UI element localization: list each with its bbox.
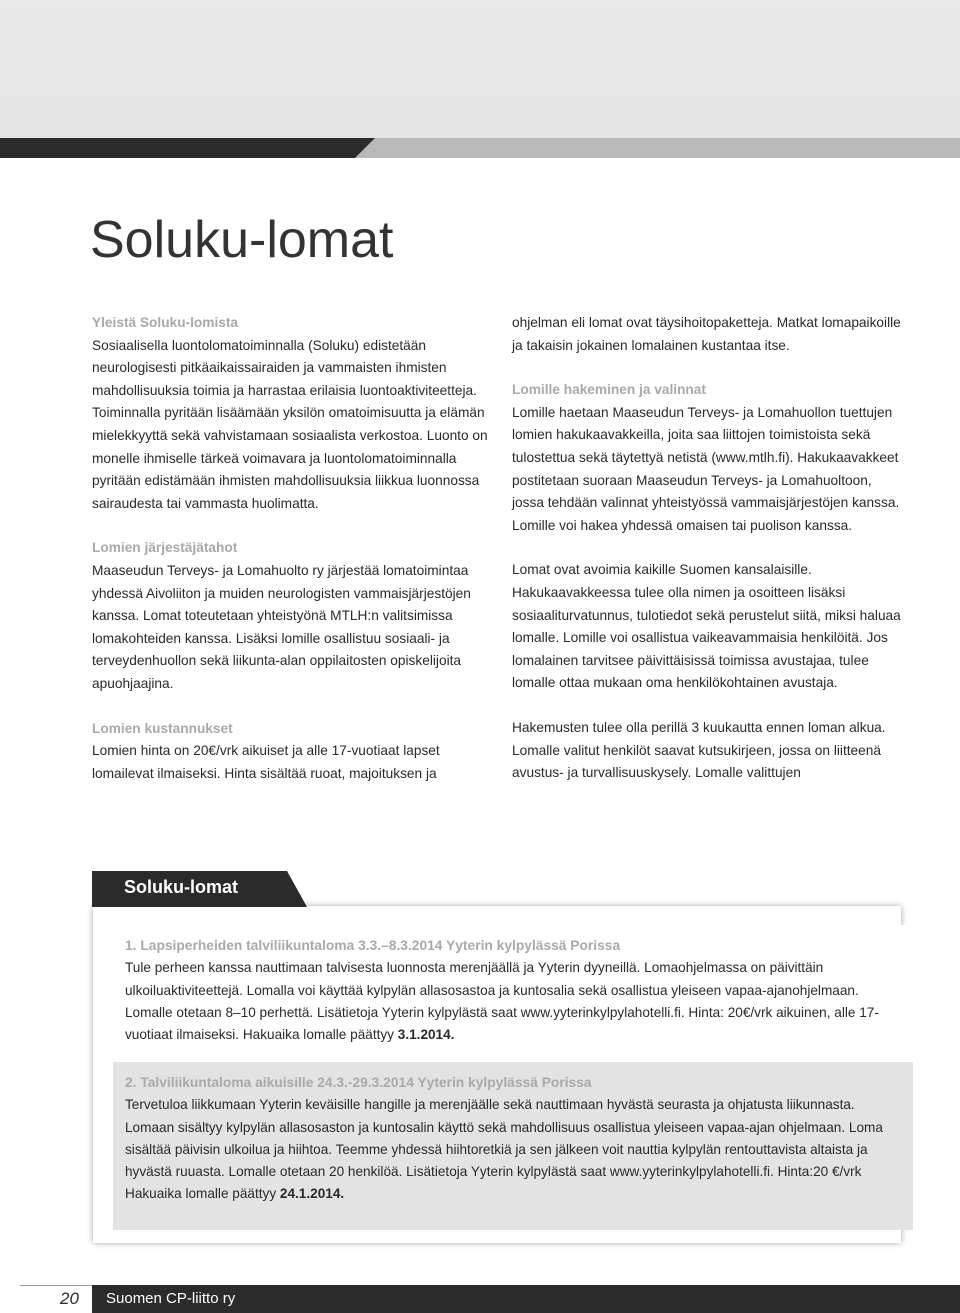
trip-title-1: 1. Lapsiperheiden talviliikuntaloma 3.3.–8.3.2014 Yyterin kylpylässä Porissa [125,938,621,953]
holiday-box-tab-notch [287,871,307,907]
section-text-deadline: Hakemusten tulee olla perillä 3 kuukautta ennen loman alkua. Lomalle valitut henkilöt saavat kutsukirjeen, jossa on liitteenä avustus- ja turvallisuuskysely. Lomalle valittujen [512,719,886,781]
trip-title-2: 2. Talviliikuntaloma aikuisille 24.3.-29.3.2014 Yyterin kylpylässä Porissa [125,1075,592,1090]
page-number: 20 [60,1289,79,1308]
header-band [0,0,960,138]
trip-text-2 [125,1094,901,1205]
trip-text-1 [125,957,901,1046]
left-column [92,312,492,807]
section-heading-general: Yleistä Soluku-lomista [92,315,239,330]
header-bar-notch [355,138,375,158]
trip-item-2 [113,1062,913,1230]
trip-body-2: Tervetuloa liikkumaan Yyterin keväisille hangille ja merenjäälle sekä nauttimaan hyvästä seurasta ja ohjatusta liikunnasta. Lomaan sisältyy kylpylän allasosaston ja kuntosalin käyttö sekä mahdollisuus osallistua yleiseen vapaa-ajan ohjelmaan. Loma sisältää päivisin ulkoilua ja hiihtoa. Teemme yhdessä hiihtoretkiä ja sen jälkeen voit nauttia kylpylän rentouttavista altaista ja hyvästä ruuasta. Lomalle otetaan 20 henkilöä. Lisätietoja Yyterin kylpylästä saat www.yyterinkylpylahotelli.fi. Hinta:20 €/vrk Hakuaika lomalle päättyy [125,1097,883,1202]
section-text-applying: Lomille haetaan Maaseudun Terveys- ja Lomahuollon tuettujen lomien hakukaavakkeilla, joita saa liittojen toimistoista sekä tulostettua sekä täytettyä netistä (www.mtlh.fi). Hakukaavakkeet postitetaan suoraan Maaseudun Terveys- ja Lomahuoltoon, jossa tehdään valinnat yhteistyössä vammaisjärjestöjen kanssa. Lomille voi hakea yhdessä omaisen tai puolison kanssa. [512,404,900,533]
section-text-eligibility: Lomat ovat avoimia kaikille Suomen kansalaisille. Hakukaavakkeessa tulee olla nimen ja osoitteen lisäksi sosiaaliturvatunnus, tulotiedot sekä perustelut siitä, miksi haluaa lomalle. Lomille voi osallistua vaikeavammaisia henkilöitä. Jos lomalainen tarvitsee päivittäisissä toimissa avustajaa, tulee lomalle ottaa mukaan oma henkilökohtainen avustaja. [512,562,901,691]
header-bar-light [375,138,960,158]
footer-org-name: Suomen CP-liitto ry [106,1290,236,1307]
trip-item-1 [113,925,913,1071]
section-heading-costs: Lomien kustannukset [92,720,233,736]
trip-body-1: Tule perheen kanssa nauttimaan talvisesta luonnosta merenjäällä ja Yyterin dyyneillä. Lomaohjelmassa on päivittäin ulkoiluaktiviteettejä. Lomalla voi käyttää kylpylän allasosastoa ja kuntosalia sekä osallistua yleiseen vapaa-ajanohjelmaan. Lomalle otetaan 8–10 perhettä. Lisätietoja Yyterin kylpylästä saat www.yyterinkylpylahotelli.fi. Hinta: 20€/vrk aikuinen, alle 17-vuotiaat ilmaiseksi. Hakuaika lomalle päättyy [125,960,879,1043]
holiday-box-tab-label: Soluku-lomat [124,877,239,897]
trip-deadline-2: 24.1.2014. [279,1186,345,1202]
section-heading-organizers: Lomien järjestäjätahot [92,540,238,556]
section-text-costs: Lomien hinta on 20€/vrk aikuiset ja alle 17-vuotiaat lapset lomailevat ilmaiseksi. Hinta sisältää ruoat, majoituksen ja [92,743,440,781]
section-text-costs-cont: ohjelman eli lomat ovat täysihoitopaketteja. Matkat lomapaikoille ja takaisin jokainen lomalainen kustantaa itse. [512,315,901,353]
footer-rule [20,1285,92,1286]
section-text-organizers: Maaseudun Terveys- ja Lomahuolto ry järjestää lomatoimintaa yhdessä Aivoliiton ja muiden neurologisten vammaisjärjestöjen kanssa. Lomat toteutetaan yhteistyönä MTLH:n valitsimissa lomakohteiden kanssa. Lisäksi lomille osallistuu sosiaali- ja terveydenhuollon sekä liikunta-alan oppilaitosten opiskelijoita apuohjaajina. [92,562,471,691]
holiday-box-tab [92,871,287,907]
trip-deadline-1: 3.1.2014. [397,1027,455,1043]
right-column [512,312,904,807]
section-heading-applying: Lomille hakeminen ja valinnat [512,382,706,398]
page-title: Soluku-lomat [90,211,394,269]
section-text-general: Sosiaalisella luontolomatoiminnalla (Soluku) edistetään neurologisesti pitkäaikaissairaiden ja vammaisten ihmisten mahdollisuuksia toimia ja harrastaa erilaisia luontoaktiviteetteja. Toiminnalla pyritään lisäämään yksilön omatoimisuutta ja elämän mielekkyyttä sekä vahvistamaan sosiaalista verkostoa. Luonto on monelle ihmiselle tärkeä voimavara ja luontolomatoiminnalla pyritään edistämään ihmisten mahdollisuuksia liikkua luonnossa sairaudesta tai vammasta huolimatta. [92,337,488,511]
